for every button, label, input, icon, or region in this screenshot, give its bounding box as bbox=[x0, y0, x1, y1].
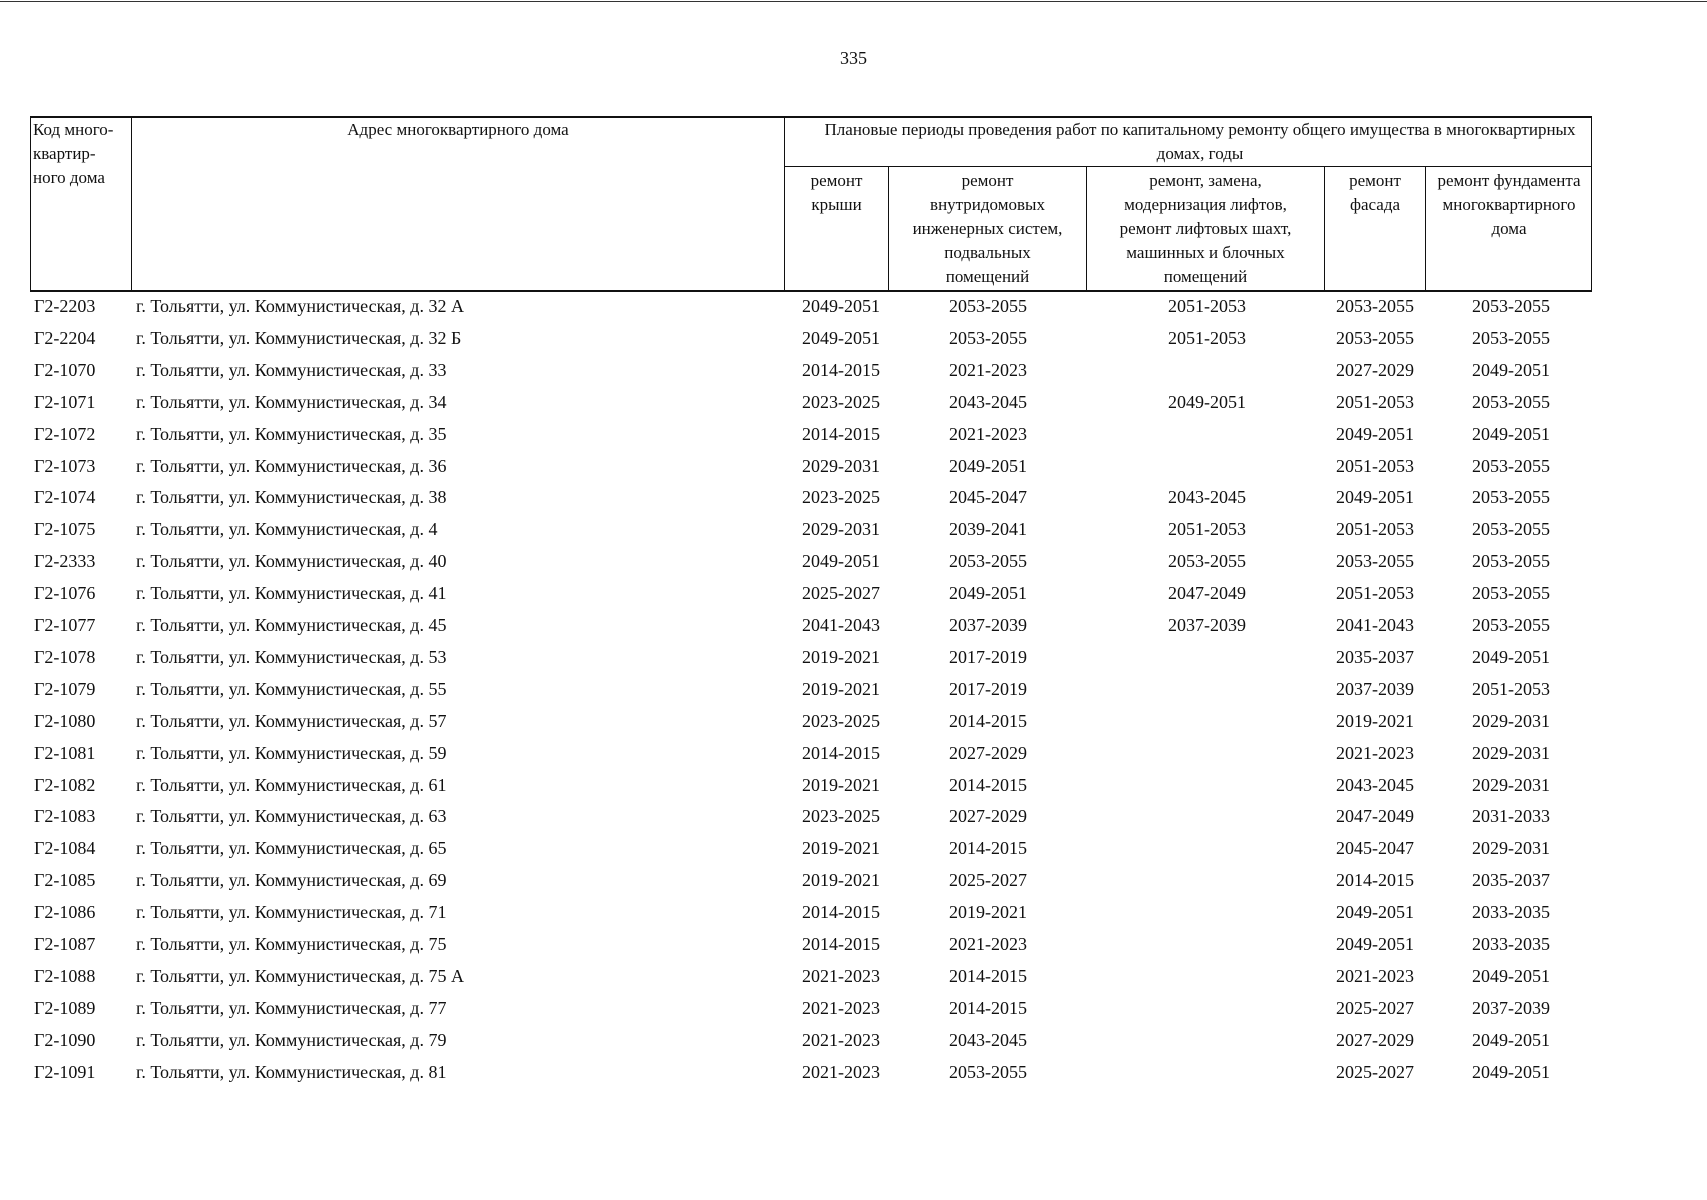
row-engineering: 2025-2027 bbox=[949, 870, 1027, 891]
row-foundation: 2033-2035 bbox=[1472, 934, 1550, 954]
row-address: г. Тольятти, ул. Коммунистическая, д. 35 bbox=[136, 423, 447, 444]
row-facade: 2049-2051 bbox=[1336, 902, 1414, 923]
top-rule bbox=[0, 1, 1707, 2]
row-code: Г2-1086 bbox=[34, 902, 96, 923]
row-elevators: 2051-2053 bbox=[1168, 296, 1246, 316]
row-facade: 2043-2045 bbox=[1336, 774, 1414, 795]
row-address: г. Тольятти, ул. Коммунистическая, д. 81 bbox=[136, 1061, 447, 1082]
row-roof: 2029-2031 bbox=[802, 455, 880, 476]
row-engineering: 2027-2029 bbox=[949, 806, 1027, 827]
table-row bbox=[0, 771, 1707, 803]
row-code: Г2-2333 bbox=[34, 551, 96, 572]
row-address: г. Тольятти, ул. Коммунистическая, д. 71 bbox=[136, 902, 447, 923]
row-foundation: 2031-2033 bbox=[1472, 806, 1550, 827]
row-engineering: 2021-2023 bbox=[949, 934, 1027, 954]
header-rule-code bbox=[131, 116, 132, 292]
row-roof: 2041-2043 bbox=[802, 615, 880, 635]
row-foundation: 2053-2055 bbox=[1472, 391, 1550, 412]
table-row bbox=[0, 547, 1707, 579]
page-number: 335 bbox=[840, 48, 867, 68]
row-code: Г2-1076 bbox=[34, 583, 96, 604]
row-facade: 2049-2051 bbox=[1336, 934, 1414, 954]
header-roof: ремонт крыши bbox=[810, 171, 863, 214]
row-roof: 2049-2051 bbox=[802, 327, 880, 348]
row-code: Г2-1082 bbox=[34, 774, 96, 795]
header-rule-engineering bbox=[1086, 166, 1087, 292]
row-foundation: 2033-2035 bbox=[1472, 902, 1550, 923]
row-foundation: 2029-2031 bbox=[1472, 838, 1550, 859]
row-roof: 2021-2023 bbox=[802, 997, 880, 1018]
row-engineering: 2053-2055 bbox=[949, 296, 1027, 316]
row-roof: 2023-2025 bbox=[802, 806, 880, 827]
row-address: г. Тольятти, ул. Коммунистическая, д. 69 bbox=[136, 870, 447, 891]
row-facade: 2047-2049 bbox=[1336, 806, 1414, 827]
row-foundation: 2053-2055 bbox=[1472, 327, 1550, 348]
row-foundation: 2049-2051 bbox=[1472, 965, 1550, 986]
row-foundation: 2049-2051 bbox=[1472, 646, 1550, 667]
table-row bbox=[0, 388, 1707, 420]
row-address: г. Тольятти, ул. Коммунистическая, д. 33 bbox=[136, 359, 447, 380]
row-facade: 2051-2053 bbox=[1336, 519, 1414, 540]
row-code: Г2-1078 bbox=[34, 646, 96, 667]
row-code: Г2-1090 bbox=[34, 1029, 96, 1050]
row-facade: 2041-2043 bbox=[1336, 615, 1414, 635]
row-foundation: 2053-2055 bbox=[1472, 583, 1550, 604]
row-engineering: 2021-2023 bbox=[949, 359, 1027, 380]
row-roof: 2014-2015 bbox=[802, 934, 880, 954]
row-code: Г2-1072 bbox=[34, 423, 96, 444]
table-row bbox=[0, 898, 1707, 930]
row-address: г. Тольятти, ул. Коммунистическая, д. 77 bbox=[136, 997, 447, 1018]
row-roof: 2019-2021 bbox=[802, 678, 880, 699]
row-roof: 2019-2021 bbox=[802, 646, 880, 667]
row-foundation: 2037-2039 bbox=[1472, 997, 1550, 1018]
table-row bbox=[0, 962, 1707, 994]
table-row bbox=[0, 356, 1707, 388]
row-address: г. Тольятти, ул. Коммунистическая, д. 53 bbox=[136, 646, 447, 667]
row-code: Г2-2203 bbox=[34, 296, 96, 316]
row-elevators: 2049-2051 bbox=[1168, 391, 1246, 412]
row-engineering: 2043-2045 bbox=[949, 1029, 1027, 1050]
header-elevators: ремонт, замена, модернизация лифтов, ремонт лифтовых шахт, машинных и блочных помещений bbox=[1119, 171, 1292, 286]
table-row bbox=[0, 292, 1707, 324]
row-code: Г2-1079 bbox=[34, 678, 96, 699]
row-foundation: 2053-2055 bbox=[1472, 455, 1550, 476]
table-header bbox=[30, 116, 1592, 292]
row-address: г. Тольятти, ул. Коммунистическая, д. 61 bbox=[136, 774, 447, 795]
row-elevators: 2051-2053 bbox=[1168, 519, 1246, 540]
row-foundation: 2053-2055 bbox=[1472, 487, 1550, 508]
row-roof: 2025-2027 bbox=[802, 583, 880, 604]
row-engineering: 2053-2055 bbox=[949, 327, 1027, 348]
row-roof: 2023-2025 bbox=[802, 710, 880, 731]
row-facade: 2014-2015 bbox=[1336, 870, 1414, 891]
row-address: г. Тольятти, ул. Коммунистическая, д. 75 bbox=[136, 934, 447, 954]
row-facade: 2035-2037 bbox=[1336, 646, 1414, 667]
row-address: г. Тольятти, ул. Коммунистическая, д. 40 bbox=[136, 551, 447, 572]
row-engineering: 2045-2047 bbox=[949, 487, 1027, 508]
row-roof: 2014-2015 bbox=[802, 423, 880, 444]
row-facade: 2049-2051 bbox=[1336, 423, 1414, 444]
row-engineering: 2017-2019 bbox=[949, 678, 1027, 699]
row-foundation: 2029-2031 bbox=[1472, 742, 1550, 763]
row-engineering: 2049-2051 bbox=[949, 583, 1027, 604]
row-facade: 2025-2027 bbox=[1336, 1061, 1414, 1082]
table-row bbox=[0, 643, 1707, 675]
row-roof: 2014-2015 bbox=[802, 359, 880, 380]
row-facade: 2027-2029 bbox=[1336, 1029, 1414, 1050]
header-rule-middle bbox=[784, 166, 1592, 167]
table-row bbox=[0, 994, 1707, 1026]
row-code: Г2-1084 bbox=[34, 838, 96, 859]
row-address: г. Тольятти, ул. Коммунистическая, д. 79 bbox=[136, 1029, 447, 1050]
row-roof: 2014-2015 bbox=[802, 742, 880, 763]
row-roof: 2049-2051 bbox=[802, 551, 880, 572]
row-elevators: 2037-2039 bbox=[1168, 615, 1246, 635]
row-roof: 2023-2025 bbox=[802, 487, 880, 508]
row-facade: 2051-2053 bbox=[1336, 391, 1414, 412]
table-row bbox=[0, 866, 1707, 898]
row-code: Г2-1091 bbox=[34, 1061, 96, 1082]
row-engineering: 2014-2015 bbox=[949, 965, 1027, 986]
row-address: г. Тольятти, ул. Коммунистическая, д. 41 bbox=[136, 583, 447, 604]
row-code: Г2-1075 bbox=[34, 519, 96, 540]
header-foundation: ремонт фундамента многоквартирного дома bbox=[1437, 171, 1581, 238]
row-roof: 2021-2023 bbox=[802, 965, 880, 986]
row-engineering: 2019-2021 bbox=[949, 902, 1027, 923]
row-foundation: 2029-2031 bbox=[1472, 710, 1550, 731]
row-foundation: 2049-2051 bbox=[1472, 359, 1550, 380]
table-row bbox=[0, 483, 1707, 515]
table-row bbox=[0, 420, 1707, 452]
row-roof: 2019-2021 bbox=[802, 838, 880, 859]
row-code: Г2-1083 bbox=[34, 806, 96, 827]
row-code: Г2-2204 bbox=[34, 327, 96, 348]
row-engineering: 2014-2015 bbox=[949, 838, 1027, 859]
row-engineering: 2037-2039 bbox=[949, 615, 1027, 635]
table-row bbox=[0, 930, 1707, 962]
row-address: г. Тольятти, ул. Коммунистическая, д. 45 bbox=[136, 615, 447, 635]
row-engineering: 2021-2023 bbox=[949, 423, 1027, 444]
row-facade: 2027-2029 bbox=[1336, 359, 1414, 380]
row-facade: 2019-2021 bbox=[1336, 710, 1414, 731]
header-rule-address bbox=[784, 116, 785, 292]
header-rule-elevators bbox=[1324, 166, 1325, 292]
row-facade: 2045-2047 bbox=[1336, 838, 1414, 859]
row-facade: 2025-2027 bbox=[1336, 997, 1414, 1018]
row-engineering: 2049-2051 bbox=[949, 455, 1027, 476]
row-engineering: 2014-2015 bbox=[949, 710, 1027, 731]
row-address: г. Тольятти, ул. Коммунистическая, д. 75 А bbox=[136, 965, 464, 986]
table-row bbox=[0, 1026, 1707, 1058]
row-engineering: 2053-2055 bbox=[949, 551, 1027, 572]
table-row bbox=[0, 707, 1707, 739]
row-foundation: 2049-2051 bbox=[1472, 1061, 1550, 1082]
row-code: Г2-1077 bbox=[34, 615, 96, 635]
header-rule-roof bbox=[888, 166, 889, 292]
row-facade: 2053-2055 bbox=[1336, 327, 1414, 348]
row-address: г. Тольятти, ул. Коммунистическая, д. 59 bbox=[136, 742, 447, 763]
row-address: г. Тольятти, ул. Коммунистическая, д. 57 bbox=[136, 710, 447, 731]
row-roof: 2029-2031 bbox=[802, 519, 880, 540]
row-facade: 2049-2051 bbox=[1336, 487, 1414, 508]
row-address: г. Тольятти, ул. Коммунистическая, д. 36 bbox=[136, 455, 447, 476]
row-code: Г2-1074 bbox=[34, 487, 96, 508]
row-facade: 2037-2039 bbox=[1336, 678, 1414, 699]
header-periods: Плановые периоды проведения работ по капитальному ремонту общего имущества в многоквартирных домах, годы bbox=[824, 120, 1576, 163]
row-facade: 2051-2053 bbox=[1336, 455, 1414, 476]
row-engineering: 2027-2029 bbox=[949, 742, 1027, 763]
row-facade: 2021-2023 bbox=[1336, 742, 1414, 763]
row-code: Г2-1089 bbox=[34, 997, 96, 1018]
row-code: Г2-1073 bbox=[34, 455, 96, 476]
row-elevators: 2047-2049 bbox=[1168, 583, 1246, 604]
row-engineering: 2043-2045 bbox=[949, 391, 1027, 412]
table-row bbox=[0, 1058, 1707, 1090]
row-foundation: 2053-2055 bbox=[1472, 551, 1550, 572]
table-row bbox=[0, 675, 1707, 707]
row-roof: 2021-2023 bbox=[802, 1029, 880, 1050]
table-row bbox=[0, 579, 1707, 611]
row-foundation: 2053-2055 bbox=[1472, 615, 1550, 635]
row-engineering: 2039-2041 bbox=[949, 519, 1027, 540]
row-facade: 2053-2055 bbox=[1336, 551, 1414, 572]
row-engineering: 2014-2015 bbox=[949, 997, 1027, 1018]
row-code: Г2-1070 bbox=[34, 359, 96, 380]
row-address: г. Тольятти, ул. Коммунистическая, д. 32 Б bbox=[136, 327, 462, 348]
header-facade: ремонт фасада bbox=[1349, 171, 1401, 214]
row-code: Г2-1085 bbox=[34, 870, 96, 891]
row-code: Г2-1087 bbox=[34, 934, 96, 954]
row-engineering: 2053-2055 bbox=[949, 1061, 1027, 1082]
row-code: Г2-1080 bbox=[34, 710, 96, 731]
table-row bbox=[0, 611, 1707, 643]
table-row bbox=[0, 834, 1707, 866]
row-foundation: 2035-2037 bbox=[1472, 870, 1550, 891]
row-roof: 2019-2021 bbox=[802, 870, 880, 891]
row-facade: 2021-2023 bbox=[1336, 965, 1414, 986]
row-facade: 2051-2053 bbox=[1336, 583, 1414, 604]
header-rule-facade bbox=[1425, 166, 1426, 292]
row-address: г. Тольятти, ул. Коммунистическая, д. 38 bbox=[136, 487, 447, 508]
row-foundation: 2049-2051 bbox=[1472, 1029, 1550, 1050]
header-code: Код много- квартир- ного дома bbox=[33, 120, 114, 187]
row-address: г. Тольятти, ул. Коммунистическая, д. 63 bbox=[136, 806, 447, 827]
row-engineering: 2014-2015 bbox=[949, 774, 1027, 795]
row-foundation: 2051-2053 bbox=[1472, 678, 1550, 699]
row-code: Г2-1088 bbox=[34, 965, 96, 986]
table-row bbox=[0, 515, 1707, 547]
row-address: г. Тольятти, ул. Коммунистическая, д. 4 bbox=[136, 519, 438, 540]
row-roof: 2019-2021 bbox=[802, 774, 880, 795]
row-roof: 2049-2051 bbox=[802, 296, 880, 316]
table-row bbox=[0, 802, 1707, 834]
row-foundation: 2049-2051 bbox=[1472, 423, 1550, 444]
row-address: г. Тольятти, ул. Коммунистическая, д. 32 А bbox=[136, 296, 464, 316]
table-row bbox=[0, 739, 1707, 771]
row-roof: 2014-2015 bbox=[802, 902, 880, 923]
table-row bbox=[0, 324, 1707, 356]
row-code: Г2-1071 bbox=[34, 391, 96, 412]
row-engineering: 2017-2019 bbox=[949, 646, 1027, 667]
header-address: Адрес многоквартирного дома bbox=[347, 120, 569, 139]
row-roof: 2021-2023 bbox=[802, 1061, 880, 1082]
row-code: Г2-1081 bbox=[34, 742, 96, 763]
row-address: г. Тольятти, ул. Коммунистическая, д. 34 bbox=[136, 391, 447, 412]
header-rule-left bbox=[30, 116, 31, 292]
row-elevators: 2053-2055 bbox=[1168, 551, 1246, 572]
table-row bbox=[0, 452, 1707, 484]
row-elevators: 2051-2053 bbox=[1168, 327, 1246, 348]
row-address: г. Тольятти, ул. Коммунистическая, д. 65 bbox=[136, 838, 447, 859]
row-roof: 2023-2025 bbox=[802, 391, 880, 412]
header-rule-right bbox=[1591, 116, 1592, 292]
header-engineering: ремонт внутридомовых инженерных систем, подвальных помещений bbox=[912, 171, 1063, 286]
row-address: г. Тольятти, ул. Коммунистическая, д. 55 bbox=[136, 678, 447, 699]
row-foundation: 2053-2055 bbox=[1472, 296, 1550, 316]
row-elevators: 2043-2045 bbox=[1168, 487, 1246, 508]
row-foundation: 2029-2031 bbox=[1472, 774, 1550, 795]
row-facade: 2053-2055 bbox=[1336, 296, 1414, 316]
row-foundation: 2053-2055 bbox=[1472, 519, 1550, 540]
